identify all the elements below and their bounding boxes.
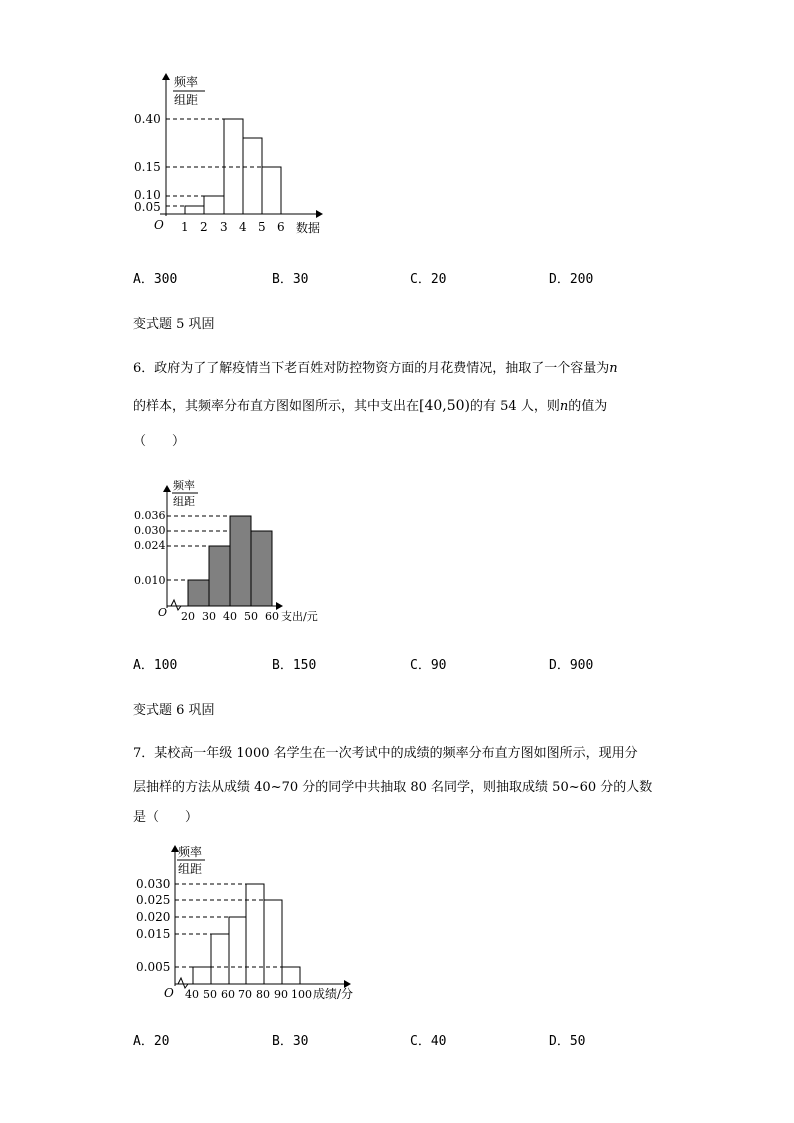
question-text: 的值为 xyxy=(568,399,608,414)
bar-50-60 xyxy=(251,531,272,606)
y-tick-label: 0.025 xyxy=(136,893,171,907)
bar-20-30 xyxy=(188,580,209,606)
ylabel-top: 频率 xyxy=(173,479,195,492)
x-tick-label: 60 xyxy=(265,610,279,623)
x-tick-label: 30 xyxy=(202,610,216,623)
x-tick-label: 70 xyxy=(238,988,252,1001)
section-heading: 变式题 5 巩固 xyxy=(133,317,215,332)
variable-n: n xyxy=(609,361,618,376)
question-6-line-2 xyxy=(133,395,607,414)
histogram-q6 xyxy=(120,472,340,628)
x-tick-label: 40 xyxy=(185,988,199,1001)
x-tick-label: 100 xyxy=(291,988,312,1001)
question-text: 6．政府为了了解疫情当下老百姓对防控物资方面的月花费情况，抽取了一个容量为 xyxy=(133,361,610,376)
ylabel-bottom: 组距 xyxy=(178,862,203,876)
option-c[interactable]: C．40 xyxy=(410,1034,447,1049)
question-7-line-3: 是（ ） xyxy=(133,810,199,825)
option-b[interactable]: B．30 xyxy=(272,272,309,287)
y-tick-label: 0.005 xyxy=(136,960,171,974)
x-tick-label: 5 xyxy=(258,220,266,234)
variable-n: n xyxy=(559,399,569,414)
x-tick-label: 80 xyxy=(256,988,270,1001)
question-6-line-1 xyxy=(133,357,618,376)
x-tick-label: 50 xyxy=(244,610,258,623)
y-tick-label: 0.020 xyxy=(136,910,171,924)
option-c[interactable]: C．90 xyxy=(410,658,447,673)
y-tick-label: 0.40 xyxy=(134,112,161,126)
y-tick-label: 0.036 xyxy=(134,509,166,522)
y-tick-label: 0.010 xyxy=(134,574,166,587)
bar-2-3 xyxy=(204,196,224,214)
question-7-line-1: 7．某校高一年级 1000 名学生在一次考试中的成绩的频率分布直方图如图所示，现用分 xyxy=(133,746,638,761)
bar-4-5 xyxy=(243,138,262,214)
option-c[interactable]: C．20 xyxy=(410,272,447,287)
interval: [40,50) xyxy=(419,398,471,414)
axis-break xyxy=(171,600,181,610)
axis-break xyxy=(178,978,188,988)
bar-60-70 xyxy=(229,917,246,984)
x-tick-label: 3 xyxy=(220,220,228,234)
question-7-line-2: 层抽样的方法从成绩 40~70 分的同学中共抽取 80 名同学，则抽取成绩 50~60 分的人数 xyxy=(133,780,653,795)
x-axis-label: 成绩/分 xyxy=(313,987,354,1001)
option-a[interactable]: A．20 xyxy=(133,1034,170,1049)
x-tick-label: 1 xyxy=(181,220,189,234)
bar-80-90 xyxy=(264,900,282,984)
y-tick-label: 0.030 xyxy=(136,877,171,891)
x-tick-label: 40 xyxy=(223,610,237,623)
x-tick-label: 4 xyxy=(239,220,247,234)
question-text: 的有 54 人，则 xyxy=(470,399,560,414)
y-tick-label: 0.05 xyxy=(134,200,161,214)
x-tick-label: 90 xyxy=(274,988,288,1001)
origin-label: O xyxy=(158,606,168,619)
bar-40-50 xyxy=(230,516,251,606)
x-tick-label: 60 xyxy=(221,988,235,1001)
histogram-q7 xyxy=(120,838,370,1004)
ylabel-bottom: 组距 xyxy=(173,495,195,508)
bar-40-50 xyxy=(193,967,211,984)
origin-label: O xyxy=(164,986,174,1000)
ylabel-top: 频率 xyxy=(174,75,199,89)
bar-1-2 xyxy=(185,206,204,214)
x-axis-label: 数据 xyxy=(296,221,321,235)
y-tick-label: 0.015 xyxy=(136,927,171,941)
bar-70-80 xyxy=(246,884,264,984)
option-d[interactable]: D．900 xyxy=(549,658,594,673)
histogram-q5 xyxy=(120,66,340,246)
bar-5-6 xyxy=(262,167,281,214)
origin-label: O xyxy=(154,218,164,232)
y-tick-label: 0.030 xyxy=(134,524,166,537)
option-b[interactable]: B．150 xyxy=(272,658,317,673)
x-tick-label: 20 xyxy=(181,610,195,623)
question-6-line-3: （ ） xyxy=(133,434,186,449)
ylabel-top: 频率 xyxy=(178,845,203,859)
option-d[interactable]: D．50 xyxy=(549,1034,586,1049)
x-tick-label: 2 xyxy=(200,220,208,234)
ylabel-bottom: 组距 xyxy=(174,93,199,107)
question-text: 的样本，其频率分布直方图如图所示，其中支出在 xyxy=(133,399,420,414)
bar-30-40 xyxy=(209,546,230,606)
y-tick-label: 0.10 xyxy=(134,188,161,202)
bar-3-4 xyxy=(224,119,243,214)
x-axis-label: 支出/元 xyxy=(281,610,318,623)
option-a[interactable]: A．100 xyxy=(133,658,178,673)
bar-90-100 xyxy=(282,967,300,984)
x-tick-label: 50 xyxy=(203,988,217,1001)
y-tick-label: 0.024 xyxy=(134,539,166,552)
option-b[interactable]: B．30 xyxy=(272,1034,309,1049)
section-heading: 变式题 6 巩固 xyxy=(133,703,215,718)
bar-50-60 xyxy=(211,934,229,984)
option-d[interactable]: D．200 xyxy=(549,272,594,287)
x-tick-label: 6 xyxy=(277,220,285,234)
y-tick-label: 0.15 xyxy=(134,160,161,174)
option-a[interactable]: A．300 xyxy=(133,272,178,287)
